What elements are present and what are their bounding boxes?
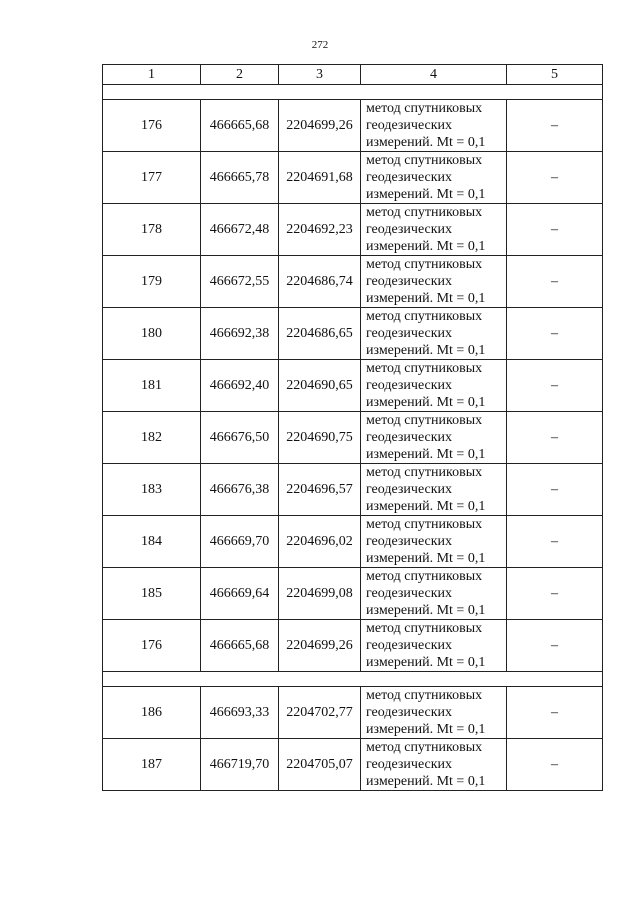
method-line: метод спутниковых	[366, 569, 483, 584]
table-row	[103, 100, 603, 152]
header-cell-1: 1	[103, 65, 201, 85]
method-line: геодезических	[366, 430, 453, 445]
header-cell-5: 5	[507, 65, 603, 85]
y-coordinate-cell: 2204699,08	[279, 568, 361, 620]
method-line: геодезических	[366, 586, 453, 601]
y-coordinate-cell: 2204702,77	[279, 687, 361, 739]
y-coordinate-cell: 2204691,68	[279, 152, 361, 204]
x-coordinate-cell: 466692,40	[201, 360, 279, 412]
table-body	[103, 85, 603, 791]
point-number-cell: 177	[103, 152, 201, 204]
group-separator-row	[103, 672, 603, 687]
note-cell: –	[507, 256, 603, 308]
note-cell: –	[507, 739, 603, 791]
method-line: геодезических	[366, 222, 453, 237]
table-header-row	[103, 65, 603, 85]
method-line: метод спутниковых	[366, 309, 483, 324]
method-line: метод спутниковых	[366, 101, 483, 116]
point-number-cell: 183	[103, 464, 201, 516]
y-coordinate-cell: 2204696,57	[279, 464, 361, 516]
table-row	[103, 152, 603, 204]
table-row	[103, 620, 603, 672]
method-line: измерений. Mt = 0,1	[366, 187, 486, 202]
note-cell: –	[507, 620, 603, 672]
method-line: геодезических	[366, 705, 453, 720]
note-cell: –	[507, 100, 603, 152]
method-line: геодезических	[366, 534, 453, 549]
method-cell	[361, 516, 507, 568]
method-line: геодезических	[366, 274, 453, 289]
method-cell	[361, 464, 507, 516]
table-row	[103, 464, 603, 516]
note-cell: –	[507, 412, 603, 464]
x-coordinate-cell: 466676,50	[201, 412, 279, 464]
table-row	[103, 412, 603, 464]
method-line: геодезических	[366, 378, 453, 393]
note-cell: –	[507, 360, 603, 412]
group-separator-row	[103, 85, 603, 100]
table-row	[103, 204, 603, 256]
y-coordinate-cell: 2204699,26	[279, 620, 361, 672]
x-coordinate-cell: 466672,55	[201, 256, 279, 308]
x-coordinate-cell: 466665,68	[201, 100, 279, 152]
note-cell: –	[507, 204, 603, 256]
point-number-cell: 187	[103, 739, 201, 791]
method-line: измерений. Mt = 0,1	[366, 135, 486, 150]
method-line: метод спутниковых	[366, 621, 483, 636]
table-row	[103, 687, 603, 739]
x-coordinate-cell: 466719,70	[201, 739, 279, 791]
method-line: геодезических	[366, 638, 453, 653]
method-line: измерений. Mt = 0,1	[366, 239, 486, 254]
method-line: метод спутниковых	[366, 688, 483, 703]
table-row	[103, 739, 603, 791]
x-coordinate-cell: 466669,70	[201, 516, 279, 568]
method-line: метод спутниковых	[366, 740, 483, 755]
note-cell: –	[507, 464, 603, 516]
table-row	[103, 568, 603, 620]
note-cell: –	[507, 687, 603, 739]
method-line: измерений. Mt = 0,1	[366, 722, 486, 737]
y-coordinate-cell: 2204699,26	[279, 100, 361, 152]
point-number-cell: 185	[103, 568, 201, 620]
note-cell: –	[507, 516, 603, 568]
coordinates-table	[102, 64, 603, 791]
y-coordinate-cell: 2204690,65	[279, 360, 361, 412]
method-line: метод спутниковых	[366, 153, 483, 168]
note-cell: –	[507, 568, 603, 620]
method-cell	[361, 100, 507, 152]
method-cell	[361, 739, 507, 791]
method-line: измерений. Mt = 0,1	[366, 655, 486, 670]
table-row	[103, 308, 603, 360]
method-line: измерений. Mt = 0,1	[366, 551, 486, 566]
method-cell	[361, 256, 507, 308]
y-coordinate-cell: 2204705,07	[279, 739, 361, 791]
note-cell: –	[507, 308, 603, 360]
table-row	[103, 360, 603, 412]
method-line: измерений. Mt = 0,1	[366, 395, 486, 410]
point-number-cell: 182	[103, 412, 201, 464]
method-line: метод спутниковых	[366, 465, 483, 480]
table-row	[103, 516, 603, 568]
x-coordinate-cell: 466693,33	[201, 687, 279, 739]
method-cell	[361, 360, 507, 412]
point-number-cell: 181	[103, 360, 201, 412]
table-row	[103, 256, 603, 308]
method-line: метод спутниковых	[366, 361, 483, 376]
point-number-cell: 186	[103, 687, 201, 739]
header-cell-3: 3	[279, 65, 361, 85]
method-line: измерений. Mt = 0,1	[366, 343, 486, 358]
method-line: измерений. Mt = 0,1	[366, 291, 486, 306]
y-coordinate-cell: 2204690,75	[279, 412, 361, 464]
group-separator-cell	[103, 672, 603, 687]
note-cell: –	[507, 152, 603, 204]
point-number-cell: 176	[103, 100, 201, 152]
method-cell	[361, 412, 507, 464]
point-number-cell: 178	[103, 204, 201, 256]
method-line: геодезических	[366, 118, 453, 133]
page-number: 272	[311, 39, 329, 51]
method-line: измерений. Mt = 0,1	[366, 774, 486, 789]
method-cell	[361, 568, 507, 620]
y-coordinate-cell: 2204696,02	[279, 516, 361, 568]
method-line: геодезических	[366, 482, 453, 497]
method-line: измерений. Mt = 0,1	[366, 603, 486, 618]
header-cell-4: 4	[361, 65, 507, 85]
method-cell	[361, 687, 507, 739]
header-cell-2: 2	[201, 65, 279, 85]
method-line: геодезических	[366, 170, 453, 185]
method-cell	[361, 308, 507, 360]
method-line: метод спутниковых	[366, 517, 483, 532]
method-line: геодезических	[366, 757, 453, 772]
method-line: метод спутниковых	[366, 413, 483, 428]
method-line: метод спутниковых	[366, 257, 483, 272]
x-coordinate-cell: 466665,68	[201, 620, 279, 672]
group-separator-cell	[103, 85, 603, 100]
method-line: измерений. Mt = 0,1	[366, 447, 486, 462]
method-cell	[361, 152, 507, 204]
point-number-cell: 176	[103, 620, 201, 672]
y-coordinate-cell: 2204686,65	[279, 308, 361, 360]
method-cell	[361, 204, 507, 256]
x-coordinate-cell: 466692,38	[201, 308, 279, 360]
point-number-cell: 184	[103, 516, 201, 568]
method-line: метод спутниковых	[366, 205, 483, 220]
method-line: измерений. Mt = 0,1	[366, 499, 486, 514]
method-cell	[361, 620, 507, 672]
point-number-cell: 180	[103, 308, 201, 360]
x-coordinate-cell: 466672,48	[201, 204, 279, 256]
x-coordinate-cell: 466665,78	[201, 152, 279, 204]
y-coordinate-cell: 2204692,23	[279, 204, 361, 256]
x-coordinate-cell: 466669,64	[201, 568, 279, 620]
y-coordinate-cell: 2204686,74	[279, 256, 361, 308]
x-coordinate-cell: 466676,38	[201, 464, 279, 516]
point-number-cell: 179	[103, 256, 201, 308]
method-line: геодезических	[366, 326, 453, 341]
